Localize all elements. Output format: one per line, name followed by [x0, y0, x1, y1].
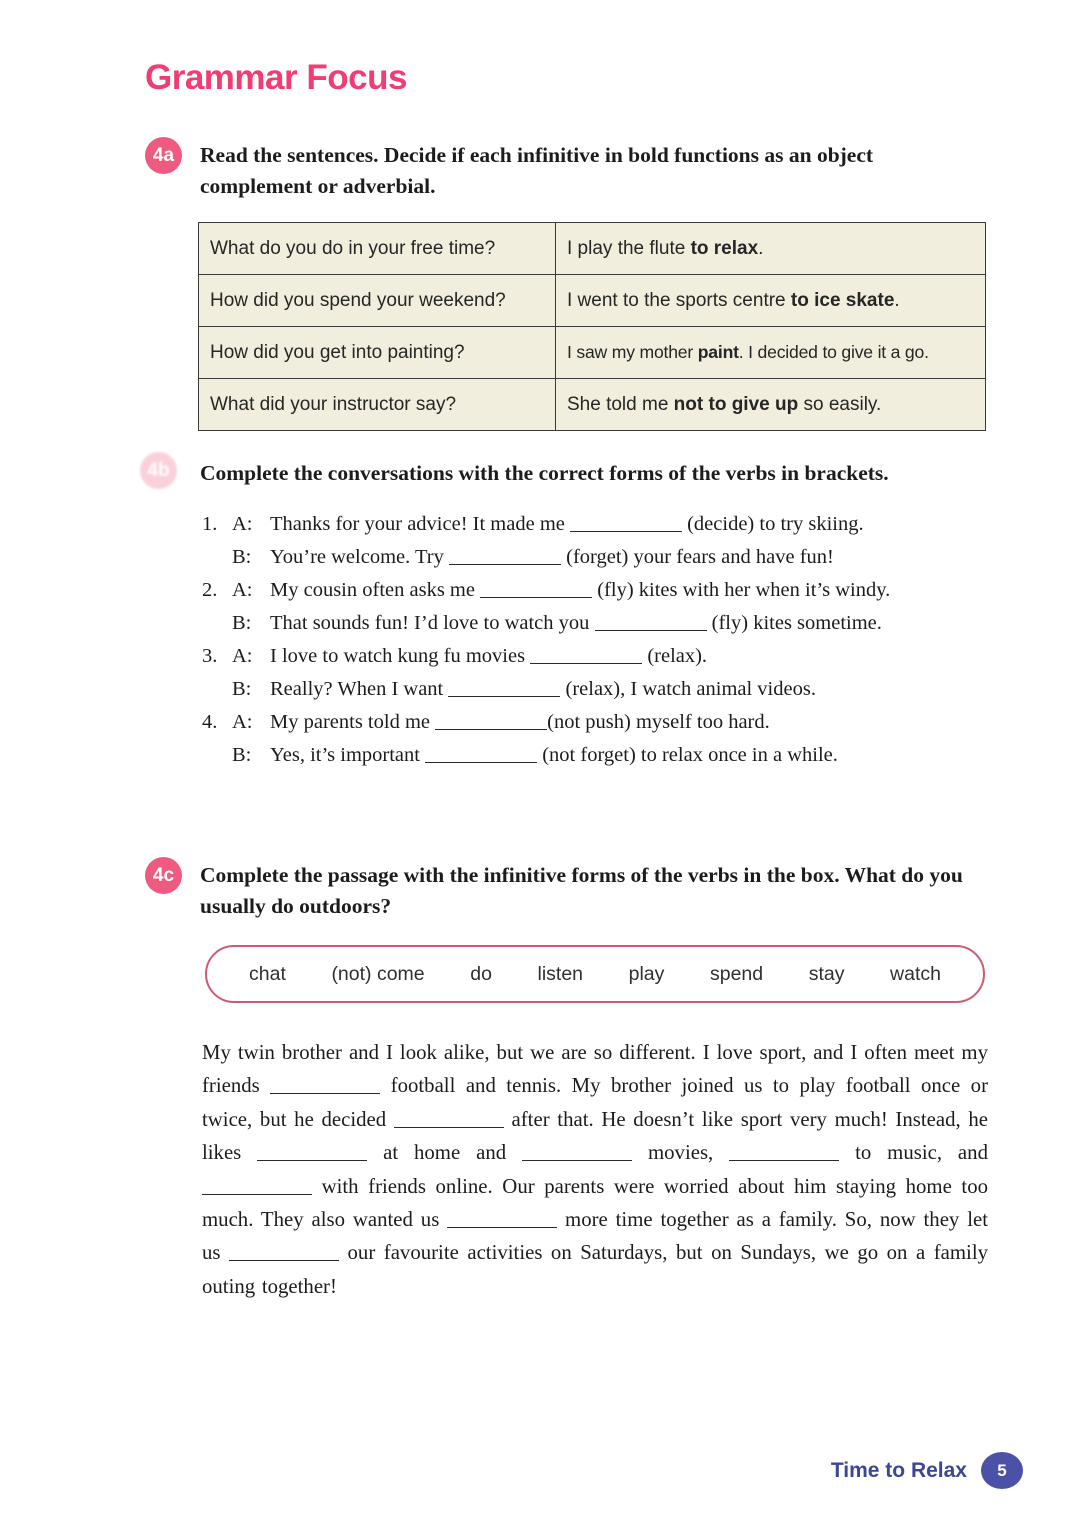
box-word: play — [628, 962, 665, 985]
conversation-item — [202, 706, 994, 772]
answer-cell — [556, 327, 986, 379]
speaker-label: B: — [232, 744, 252, 766]
speaker-label: A: — [232, 513, 253, 535]
bold-infinitive: paint — [697, 342, 739, 362]
answer-text: so easily. — [798, 393, 882, 415]
conversation-lines — [232, 706, 994, 772]
answer-blank — [257, 1143, 367, 1162]
table-row — [199, 275, 986, 327]
speaker-label: A: — [232, 711, 253, 733]
item-number: 2. — [202, 579, 218, 601]
box-word: watch — [890, 962, 941, 985]
table-row — [199, 379, 986, 431]
bold-infinitive: to ice skate — [790, 289, 895, 311]
answer-text: . — [894, 289, 900, 311]
answer-blank — [522, 1143, 632, 1162]
item-number: 1. — [202, 513, 218, 535]
answer-blank — [202, 1176, 312, 1195]
box-word: (not) come — [331, 962, 425, 985]
conversation-lines — [232, 574, 994, 640]
speaker-label: A: — [232, 645, 253, 667]
conversation-lines — [232, 508, 994, 574]
box-word: do — [470, 962, 492, 985]
conversation-item — [202, 640, 994, 706]
chapter-title: Time to Relax — [830, 1458, 967, 1482]
table-row — [199, 223, 986, 275]
answer-text: I went to the sports centre — [567, 289, 791, 311]
box-word: spend — [709, 962, 764, 985]
bold-infinitive: to relax — [690, 237, 759, 259]
conversation-line: A: I love to watch kung fu movies (relax). — [232, 640, 994, 673]
bold-infinitive: not to give up — [673, 393, 799, 415]
section-4a-instruction: Read the sentences. Decide if each infinitive in bold functions as an object complement or adverbial. — [200, 143, 874, 198]
page-title: Grammar Focus — [145, 58, 407, 97]
conversation-line: A: My parents told me (not push) myself too hard. — [232, 706, 994, 739]
answer-text: . I decided to give it a go. — [738, 342, 929, 362]
box-word: stay — [808, 962, 845, 985]
table-row — [199, 327, 986, 379]
question-cell: How did you spend your weekend? — [199, 275, 556, 327]
box-word: listen — [537, 962, 584, 985]
verb-word-box — [205, 945, 985, 1003]
conversation-lines — [232, 640, 994, 706]
conversation-line: B: Yes, it’s important (not forget) to relax once in a while. — [232, 739, 994, 772]
conversation-item — [202, 574, 994, 640]
conversation-line: A: My cousin often asks me (fly) kites with her when it’s windy. — [232, 574, 994, 607]
grammar-examples-table — [198, 222, 986, 431]
section-4c-instruction: Complete the passage with the infinitive forms of the verbs in the box. What do you usually do outdoors? — [200, 863, 963, 918]
item-number: 3. — [202, 645, 218, 667]
answer-blank — [229, 1243, 339, 1262]
answer-blank — [435, 712, 547, 730]
grammar-table-body — [199, 223, 986, 431]
speaker-label: B: — [232, 546, 252, 568]
answer-text: . — [758, 237, 764, 259]
question-cell: What did your instructor say? — [199, 379, 556, 431]
answer-blank — [449, 547, 561, 565]
box-word: chat — [249, 962, 286, 985]
page-footer — [831, 1452, 1023, 1489]
section-4c-badge: 4c — [145, 857, 182, 894]
conversation-line: B: That sounds fun! I’d love to watch you (fly) kites sometime. — [232, 607, 994, 640]
conversations-exercise — [202, 508, 994, 772]
answer-blank — [270, 1076, 380, 1095]
item-number: 4. — [202, 711, 218, 733]
answer-blank — [448, 679, 560, 697]
section-4b-badge: 4b — [140, 452, 177, 489]
answer-blank — [729, 1143, 839, 1162]
page-number-badge: 5 — [981, 1452, 1023, 1489]
speaker-label: A: — [232, 579, 253, 601]
passage-exercise: My twin brother and I look alike, but we are so different. I love sport, and I often meet my friends football and tennis. My brother joined us to play football once or twice, but he decided after that. He doesn’t like sport very much! Instead, he likes at home and movies, to music, and with friends online. Our parents were worried about him staying home too much. They also wanted us more time together as a family. So, now they let us our favourite activities on Saturdays, but on Sundays, we go on a family outing together! — [202, 1041, 988, 1298]
answer-blank — [447, 1209, 557, 1228]
answer-text: She told me — [567, 393, 674, 415]
answer-text: I saw my mother — [567, 342, 698, 362]
answer-text: I play the flute — [567, 237, 691, 259]
answer-blank — [570, 514, 682, 532]
answer-blank — [394, 1109, 504, 1128]
answer-blank — [480, 580, 592, 598]
section-4b-instruction: Complete the conversations with the correct forms of the verbs in brackets. — [200, 461, 889, 485]
answer-cell — [556, 223, 986, 275]
conversation-item — [202, 508, 994, 574]
conversation-line: A: Thanks for your advice! It made me (decide) to try skiing. — [232, 508, 994, 541]
question-cell: What do you do in your free time? — [199, 223, 556, 275]
answer-blank — [595, 613, 707, 631]
speaker-label: B: — [232, 612, 252, 634]
answer-blank — [530, 646, 642, 664]
conversation-line: B: You’re welcome. Try (forget) your fears and have fun! — [232, 541, 994, 574]
answer-cell — [556, 275, 986, 327]
section-4a-badge: 4a — [145, 137, 182, 174]
speaker-label: B: — [232, 678, 252, 700]
conversation-line: B: Really? When I want (relax), I watch animal videos. — [232, 673, 994, 706]
answer-cell — [556, 379, 986, 431]
answer-blank — [425, 745, 537, 763]
question-cell: How did you get into painting? — [199, 327, 556, 379]
